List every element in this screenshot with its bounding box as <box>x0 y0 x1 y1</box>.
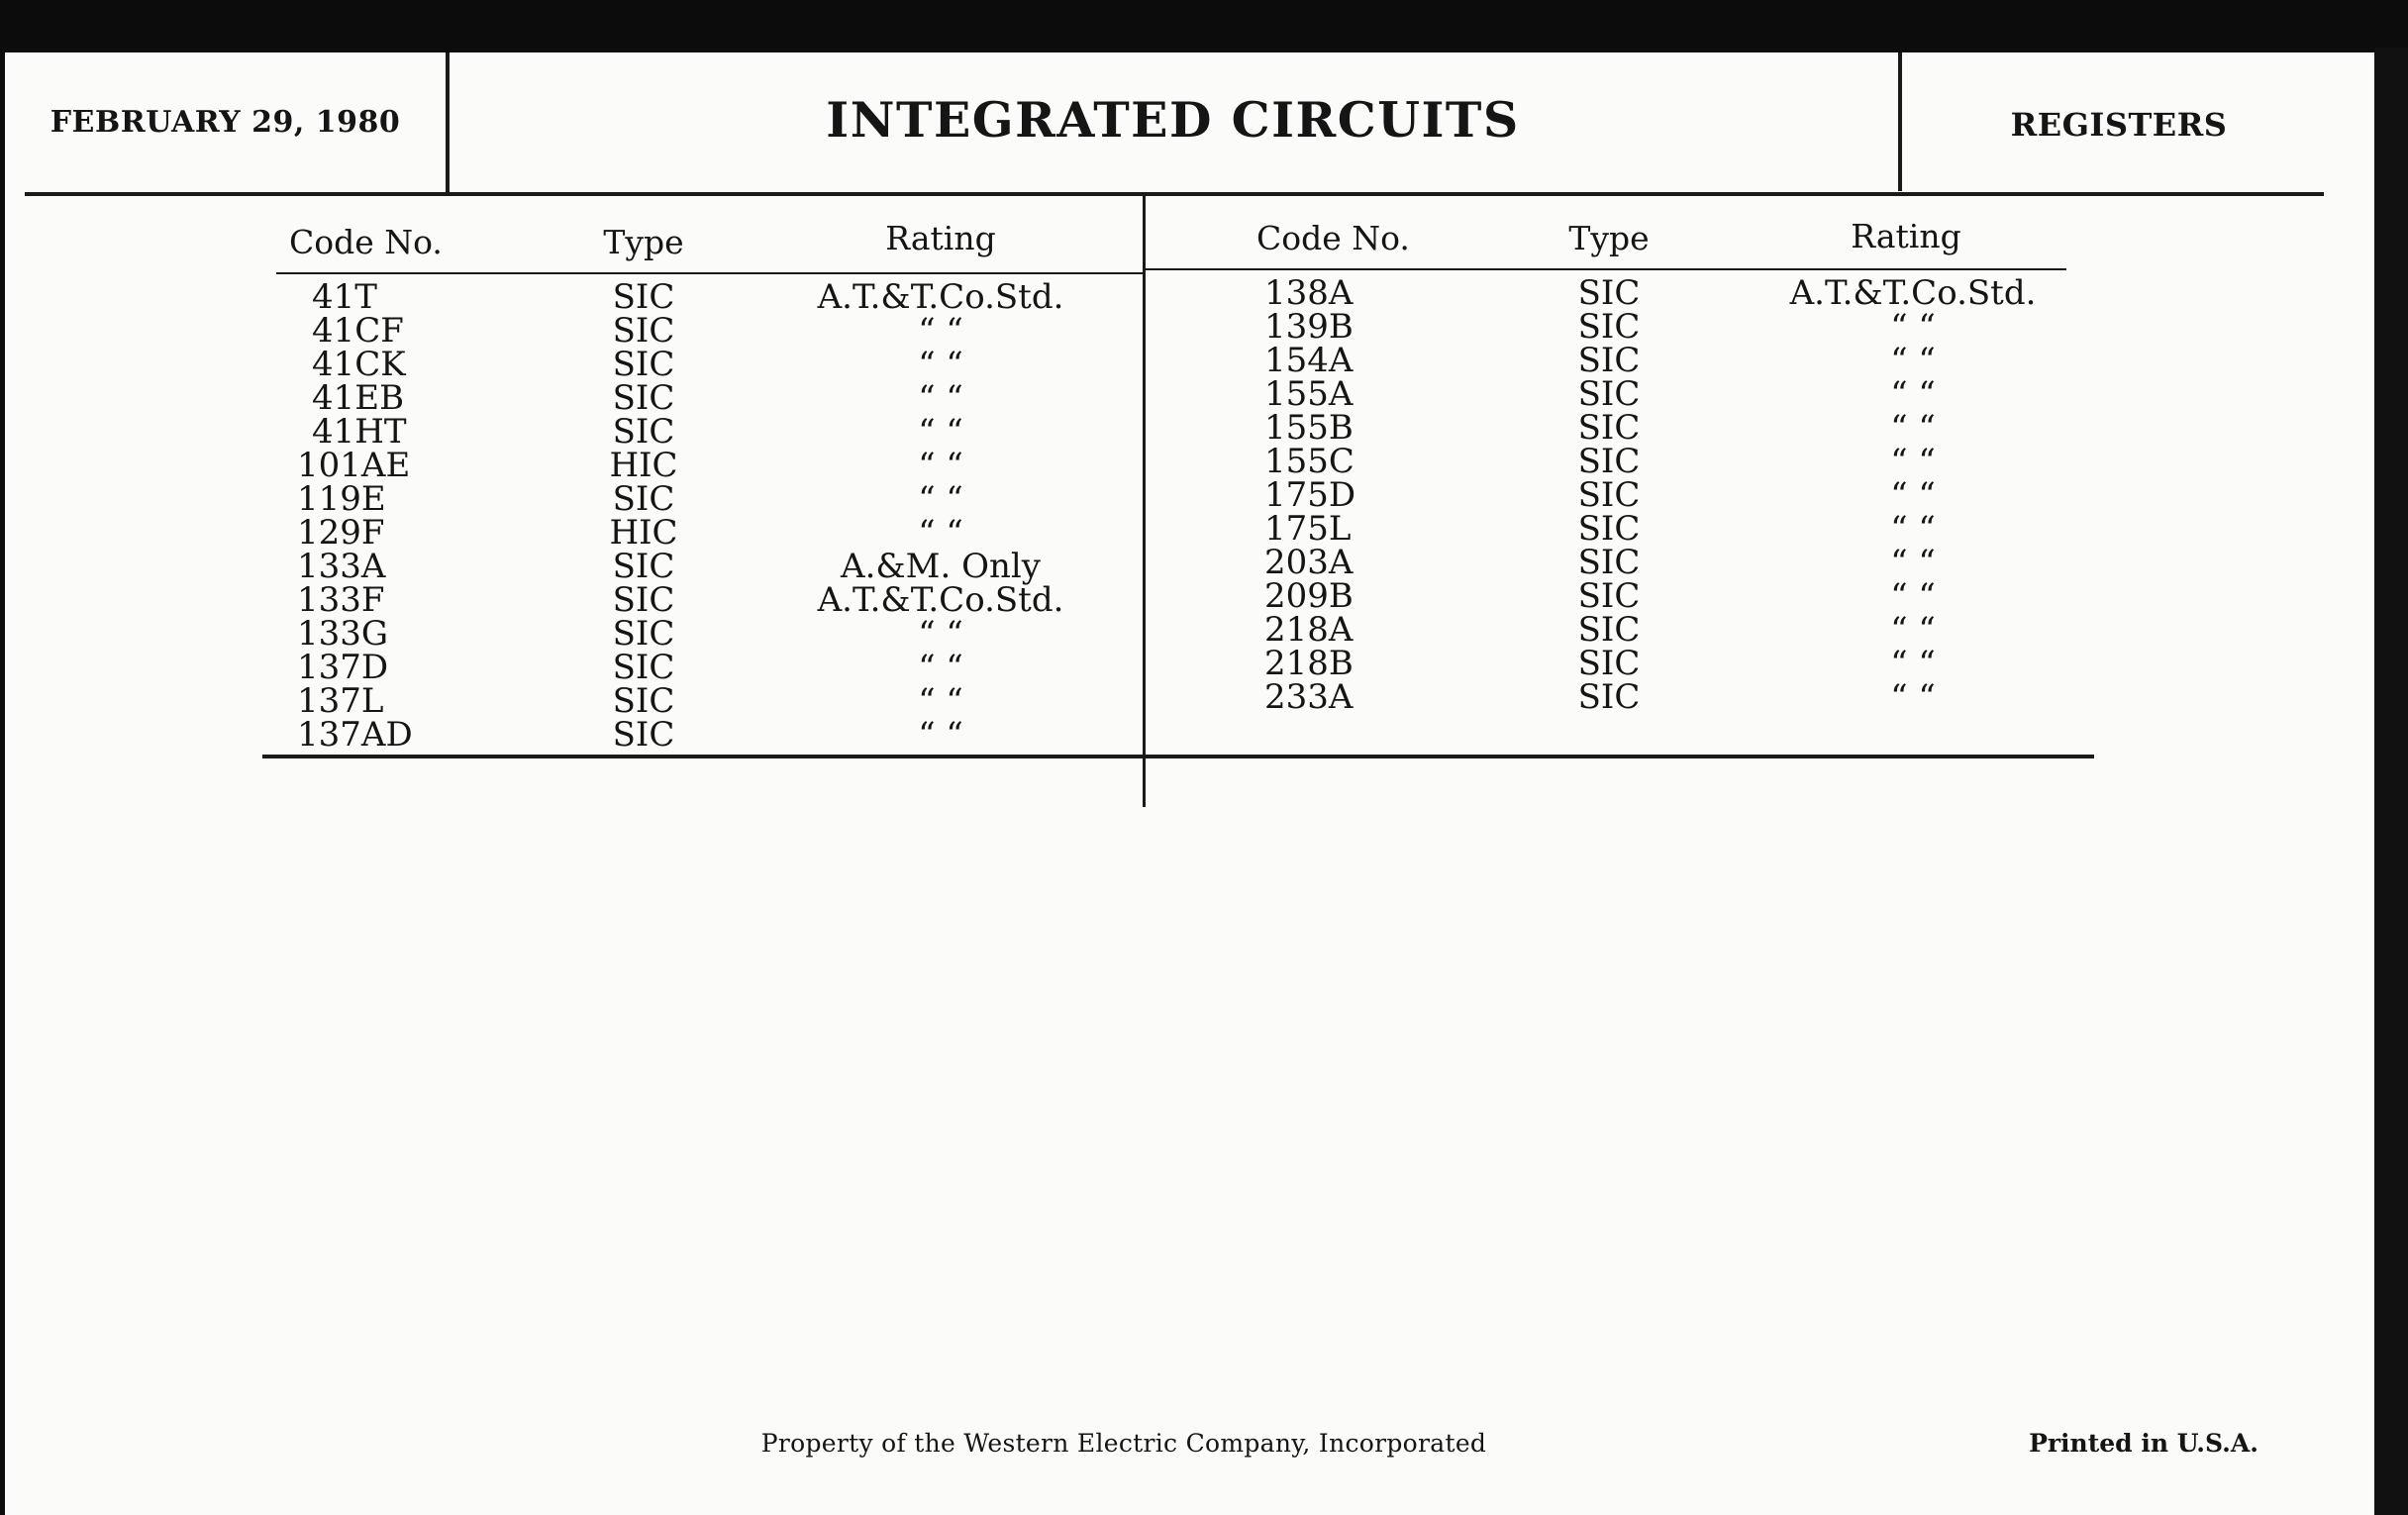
code-cell: 41EB <box>312 378 405 418</box>
rating-cell: “ “ <box>918 648 963 687</box>
rating-cell: “ “ <box>1890 509 1936 549</box>
code-cell: 137AD <box>297 715 413 755</box>
code-cell: 138A <box>1264 273 1354 313</box>
type-cell: SIC <box>1577 610 1641 650</box>
type-cell: SIC <box>612 715 675 755</box>
type-cell: SIC <box>612 681 675 721</box>
table-row <box>1146 307 2235 347</box>
left-col-type-header: Type <box>603 223 684 261</box>
table-row <box>1146 543 2235 582</box>
code-cell: 137L <box>297 681 384 721</box>
table-row <box>1146 644 2235 683</box>
code-cell: 133G <box>297 614 389 654</box>
code-cell: 41CF <box>312 311 404 351</box>
type-cell: SIC <box>1577 307 1641 347</box>
rating-cell: “ “ <box>1890 543 1936 582</box>
code-cell: 119E <box>297 479 386 519</box>
rating-cell: “ “ <box>918 513 963 553</box>
rating-cell: “ “ <box>1890 644 1936 683</box>
table-row <box>1146 442 2235 481</box>
rating-cell: “ “ <box>918 715 963 755</box>
table-row <box>1146 475 2235 515</box>
type-cell: SIC <box>612 345 675 384</box>
code-cell: 129F <box>297 513 385 553</box>
rating-cell: “ “ <box>918 614 963 654</box>
left-table-body <box>5 277 1143 756</box>
code-cell: 209B <box>1264 576 1354 616</box>
code-cell: 154A <box>1264 341 1354 380</box>
rating-cell: “ “ <box>1890 677 1936 717</box>
type-cell: SIC <box>612 277 675 317</box>
left-col-code-header: Code No. <box>289 223 443 261</box>
type-cell: HIC <box>609 513 678 553</box>
rating-cell: “ “ <box>1890 307 1936 347</box>
table-row <box>1146 509 2235 549</box>
rating-cell: A.&M. Only <box>841 547 1041 586</box>
left-col-rating-header: Rating <box>885 219 996 257</box>
table-row <box>1146 408 2235 448</box>
type-cell: SIC <box>612 412 675 452</box>
code-cell: 133A <box>297 547 386 586</box>
table-row <box>1146 374 2235 414</box>
type-cell: SIC <box>612 580 675 620</box>
table-row <box>5 547 1143 586</box>
table-row <box>5 479 1143 519</box>
rating-cell: “ “ <box>1890 610 1936 650</box>
code-cell: 155A <box>1264 374 1354 414</box>
right-col-rating-header: Rating <box>1851 217 1961 255</box>
table-row <box>5 614 1143 654</box>
property-notice: Property of the Western Electric Company, Incorporated <box>760 1429 1487 1458</box>
rating-cell: “ “ <box>1890 374 1936 414</box>
table-row <box>5 311 1143 351</box>
rating-cell: “ “ <box>918 479 963 519</box>
right-col-code-header: Code No. <box>1256 219 1410 257</box>
type-cell: SIC <box>1577 374 1641 414</box>
right-col-type-header: Type <box>1568 219 1650 257</box>
table-row <box>5 715 1143 755</box>
rating-cell: A.T.&T.Co.Std. <box>1789 273 2037 313</box>
table-row <box>5 277 1143 317</box>
table-row <box>5 412 1143 452</box>
right-table-body <box>1146 273 2235 722</box>
left-header-underline <box>276 272 1143 274</box>
code-cell: 203A <box>1264 543 1354 582</box>
rating-cell: “ “ <box>918 446 963 485</box>
type-cell: SIC <box>1577 408 1641 448</box>
table-row <box>1146 273 2235 313</box>
type-cell: SIC <box>1577 509 1641 549</box>
rating-cell: “ “ <box>1890 442 1936 481</box>
table-row <box>5 580 1143 620</box>
table-row <box>1146 677 2235 717</box>
table-row <box>1146 576 2235 616</box>
rating-cell: “ “ <box>1890 341 1936 380</box>
table-row <box>5 446 1143 485</box>
rating-cell: “ “ <box>918 681 963 721</box>
code-cell: 218A <box>1264 610 1354 650</box>
table-row <box>1146 341 2235 380</box>
type-cell: SIC <box>1577 442 1641 481</box>
header-rule <box>25 192 2324 196</box>
sheet-date: FEBRUARY 29, 1980 <box>50 104 401 140</box>
table-row <box>5 648 1143 687</box>
code-cell: 41HT <box>312 412 407 452</box>
code-cell: 233A <box>1264 677 1354 717</box>
code-cell: 175D <box>1264 475 1356 515</box>
code-cell: 41T <box>312 277 377 317</box>
type-cell: SIC <box>1577 543 1641 582</box>
rating-cell: “ “ <box>918 345 963 384</box>
rating-cell: “ “ <box>1890 475 1936 515</box>
type-cell: SIC <box>1577 273 1641 313</box>
code-cell: 101AE <box>297 446 411 485</box>
type-cell: SIC <box>612 614 675 654</box>
code-cell: 218B <box>1264 644 1354 683</box>
code-cell: 137D <box>297 648 389 687</box>
table-row <box>5 378 1143 418</box>
type-cell: SIC <box>1577 644 1641 683</box>
type-cell: SIC <box>612 648 675 687</box>
type-cell: HIC <box>609 446 678 485</box>
type-cell: SIC <box>1577 677 1641 717</box>
right-header-underline <box>1146 268 2066 270</box>
type-cell: SIC <box>612 378 675 418</box>
sheet-category: REGISTERS <box>2010 105 2228 144</box>
type-cell: SIC <box>1577 341 1641 380</box>
printed-notice: Printed in U.S.A. <box>2029 1429 2258 1458</box>
table-row <box>5 681 1143 721</box>
type-cell: SIC <box>1577 576 1641 616</box>
rating-cell: “ “ <box>918 412 963 452</box>
code-cell: 155B <box>1264 408 1354 448</box>
code-cell: 155C <box>1264 442 1354 481</box>
type-cell: SIC <box>1577 475 1641 515</box>
sheet-title: INTEGRATED CIRCUITS <box>826 90 1520 149</box>
type-cell: SIC <box>612 311 675 351</box>
code-cell: 139B <box>1264 307 1354 347</box>
data-sheet-card <box>5 52 2374 1515</box>
type-cell: SIC <box>612 479 675 519</box>
rating-cell: A.T.&T.Co.Std. <box>817 277 1064 317</box>
rating-cell: A.T.&T.Co.Std. <box>817 580 1064 620</box>
code-cell: 41CK <box>312 345 406 384</box>
table-row <box>1146 610 2235 650</box>
code-cell: 133F <box>297 580 385 620</box>
rating-cell: “ “ <box>1890 576 1936 616</box>
rating-cell: “ “ <box>918 311 963 351</box>
type-cell: SIC <box>612 547 675 586</box>
code-cell: 175L <box>1264 509 1352 549</box>
table-row <box>5 345 1143 384</box>
rating-cell: “ “ <box>1890 408 1936 448</box>
rating-cell: “ “ <box>918 378 963 418</box>
scan-edge-right <box>2374 48 2408 1515</box>
table-row <box>5 513 1143 553</box>
